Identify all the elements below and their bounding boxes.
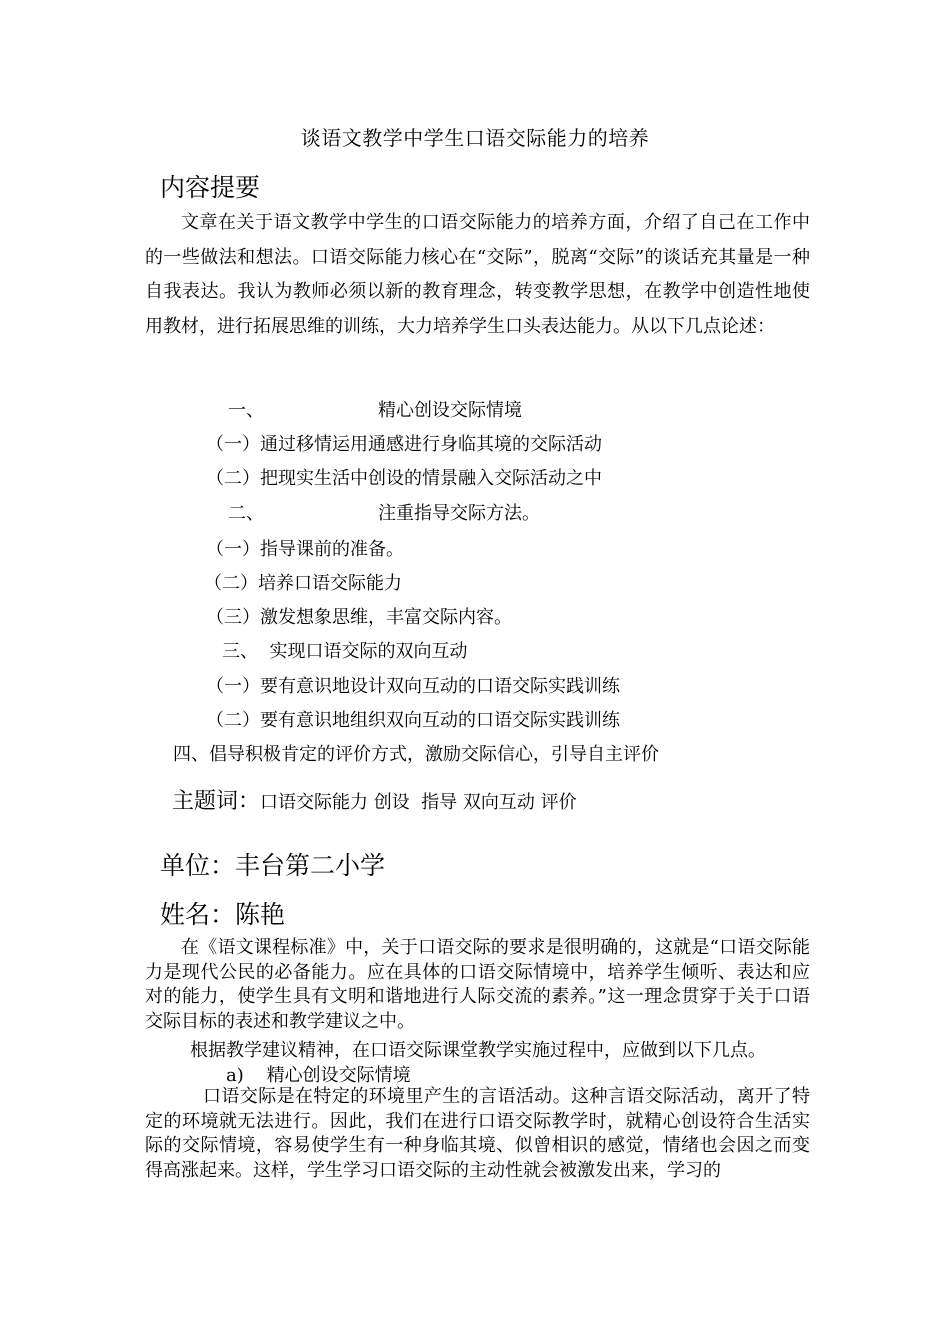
- keywords-value: 口语交际能力 创设 指导 双向互动 评价: [260, 792, 577, 813]
- outline-item: 精心创设交际情境: [378, 400, 522, 421]
- unit-line: 单位：丰台第二小学: [160, 851, 386, 880]
- outline-item: （二）把现实生活中创设的情景融入交际活动之中: [206, 468, 602, 489]
- keywords-label: 主题词：: [172, 789, 261, 814]
- outline-item: （二）要有意识地组织双向互动的口语交际实践训练: [206, 710, 620, 731]
- outline-item: （一）要有意识地设计双向互动的口语交际实践训练: [206, 676, 620, 697]
- author-name: 姓名：陈艳: [160, 900, 286, 929]
- section-heading-a: a) 精心创设交际情境: [226, 1065, 411, 1086]
- document-title: 谈语文教学中学生口语交际能力的培养: [300, 126, 650, 150]
- keywords: [172, 784, 577, 815]
- outline-item: 二、: [228, 503, 264, 524]
- body-paragraph-3: 口语交际是在特定的环境里产生的言语活动。这种言语交际活动，离开了特定的环境就无法进行。因此，我们在进行口语交际教学时，就精心创设符合生活实际的交际情境，容易使学生有一种身临其境、似曾相识的感觉，情绪也会因之而变得高涨起来。这样，学生学习口语交际的主动性就会被激发出来，学习的: [145, 1086, 810, 1181]
- outline-item: （二）培养口语交际能力: [204, 573, 402, 594]
- outline-item: 四、倡导积极肯定的评价方式，激励交际信心，引导自主评价: [173, 744, 659, 765]
- outline-item: （三）激发想象思维，丰富交际内容。: [206, 607, 512, 628]
- outline-item: 注重指导交际方法。: [378, 503, 540, 524]
- body-paragraph-2: 根据教学建议精神，在口语交际课堂教学实施过程中，应做到以下几点。: [190, 1040, 766, 1061]
- abstract-text: 文章在关于语文教学中学生的口语交际能力的培养方面，介绍了自己在工作中的一些做法和想法。口语交际能力核心在“交际”，脱离“交际”的谈话充其量是一种自我表达。我认为教师必须以新的教育理念，转变教学思想，在教学中创造性地使用教材，进行拓展思维的训练，大力培养学生口头表达能力。从以下几点论述：: [145, 212, 810, 337]
- outline-item: 三、 实现口语交际的双向互动: [222, 641, 468, 662]
- outline-item: （一）通过移情运用通感进行身临其境的交际活动: [206, 434, 602, 455]
- outline-item: 一、: [228, 400, 264, 421]
- body-paragraph-1: 在《语文课程标准》中，关于口语交际的要求是很明确的，这就是“口语交际能力是现代公民的必备能力。应在具体的口语交际情境中，培养学生倾听、表达和应对的能力，使学生具有文明和谐地进行人际交流的素养。”这一理念贯穿于关于口语交际目标的表述和教学建议之中。: [145, 937, 810, 1032]
- outline-item: （一）指导课前的准备。: [206, 539, 404, 560]
- abstract-heading: 内容提要: [160, 173, 261, 202]
